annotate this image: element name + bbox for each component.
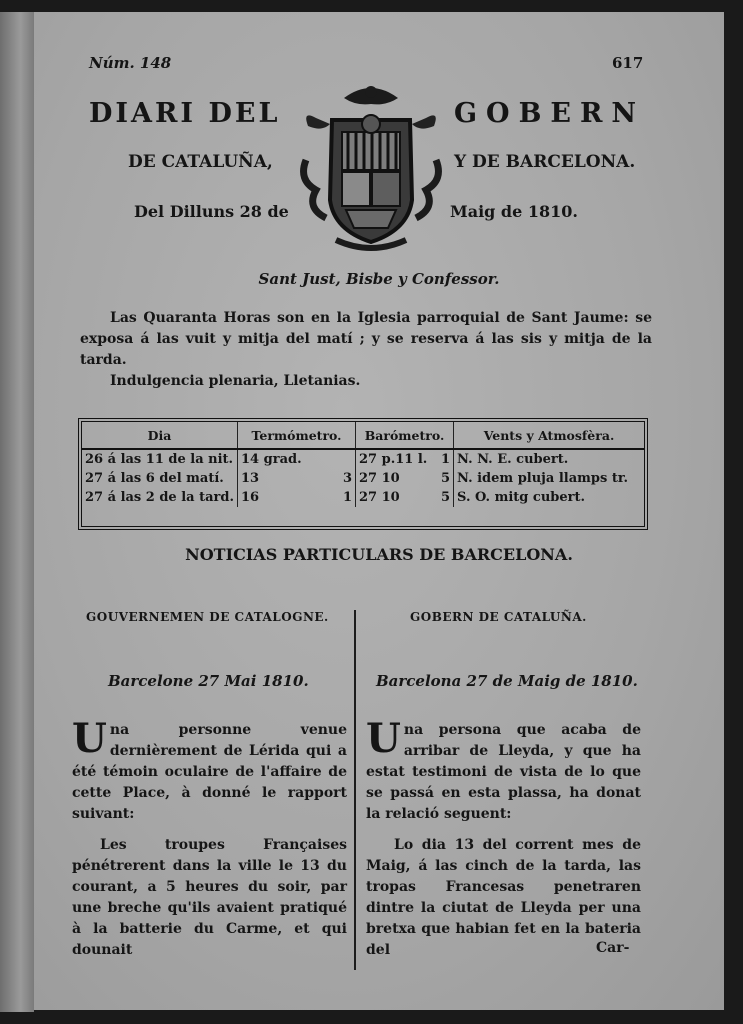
masthead-subtitle-right: Y DE BARCELONA. — [454, 152, 636, 172]
catchword: Car- — [596, 940, 630, 956]
header-thermometer: Termómetro. — [238, 422, 356, 449]
table-row — [82, 469, 644, 488]
drop-cap: U — [366, 715, 401, 762]
column-divider — [354, 610, 356, 970]
issue-number: Núm. 148 — [89, 54, 172, 72]
quaranta-horas-text: Las Quaranta Horas son en la Iglesia parroquial de Sant Jaume: se exposa á las vuit y mitja del matí ; y se reserva á las sis y mitja de la tarda. — [80, 310, 652, 368]
facing-page-edge — [0, 12, 34, 1012]
cell-day: 26 á las 11 de la nit. — [82, 449, 238, 469]
cell-thermometer: 16 1 — [238, 488, 356, 507]
coat-of-arms-icon — [296, 80, 446, 252]
weather-table — [78, 418, 648, 530]
table-row — [82, 488, 644, 507]
cell-winds: N. N. E. cubert. — [457, 452, 569, 467]
left-paragraph-1: Una personne venue dernièrement de Lérida qui a été témoin oculaire de l'affaire de cette Place, à donné le rapport suivant: — [72, 715, 347, 822]
header-barometer: Barómetro. — [356, 422, 454, 449]
right-dateline: Barcelona 27 de Maig de 1810. — [376, 672, 638, 690]
cell-winds: N. idem pluja llamps tr. — [457, 471, 629, 486]
left-column-heading: GOUVERNEMEN DE CATALOGNE. — [86, 610, 329, 624]
cell-thermometer: 14 grad. — [238, 449, 356, 469]
drop-cap: U — [72, 715, 107, 762]
right-paragraph-1: Una persona que acaba de arribar de Lleyda, y que ha estat testimoni de vista de lo que se passá en esta plassa, ha donat la relació seguent: — [366, 715, 641, 822]
header-winds: Vents y Atmosfèra. — [454, 422, 644, 449]
cell-barometer: 27 10 5 — [356, 488, 454, 507]
page-number: 617 — [612, 54, 644, 72]
masthead-title-right: GOBERN — [454, 98, 646, 129]
masthead-title-left: DIARI DEL — [89, 98, 281, 129]
cell-day: 27 á las 2 de la tard. — [82, 488, 238, 507]
quaranta-horas-notice — [80, 308, 652, 392]
cell-thermometer: 13 3 — [238, 469, 356, 488]
weather-header-row — [82, 422, 644, 449]
saint-of-the-day: Sant Just, Bisbe y Confessor. — [258, 270, 500, 288]
left-paragraph-2: Les troupes Françaises pénétrerent dans la ville le 13 du courant, a 5 heures du soir, par une breche qu'ils avaient pratiqué à la batterie du Carme, et qui dounait — [72, 837, 347, 958]
header-day: Dia — [82, 422, 238, 449]
right-column-text — [366, 715, 641, 961]
right-paragraph-2: Lo dia 13 del corrent mes de Maig, á las cinch de la tarda, las tropas Francesas penetraren dintre la ciutat de Lleyda per una bretxa que habian fet en la bateria del — [366, 837, 641, 958]
cell-barometer: 27 p.11 l. 1 — [356, 449, 454, 469]
right-column-heading: GOBERN DE CATALUÑA. — [410, 610, 587, 624]
cell-barometer: 27 10 5 — [356, 469, 454, 488]
section-title: NOTICIAS PARTICULARS DE BARCELONA. — [185, 545, 573, 564]
date-right: Maig de 1810. — [450, 202, 578, 221]
cell-day: 27 á las 6 del matí. — [82, 469, 238, 488]
indulgence-text: Indulgencia plenaria, Lletanias. — [110, 373, 361, 389]
table-row — [82, 449, 644, 469]
newspaper-page — [34, 12, 724, 1010]
date-left: Del Dilluns 28 de — [134, 202, 289, 221]
left-column-text — [72, 715, 347, 961]
left-dateline: Barcelone 27 Mai 1810. — [108, 672, 309, 690]
cell-winds: S. O. mitg cubert. — [457, 490, 586, 505]
masthead-subtitle-left: DE CATALUÑA, — [128, 152, 273, 172]
